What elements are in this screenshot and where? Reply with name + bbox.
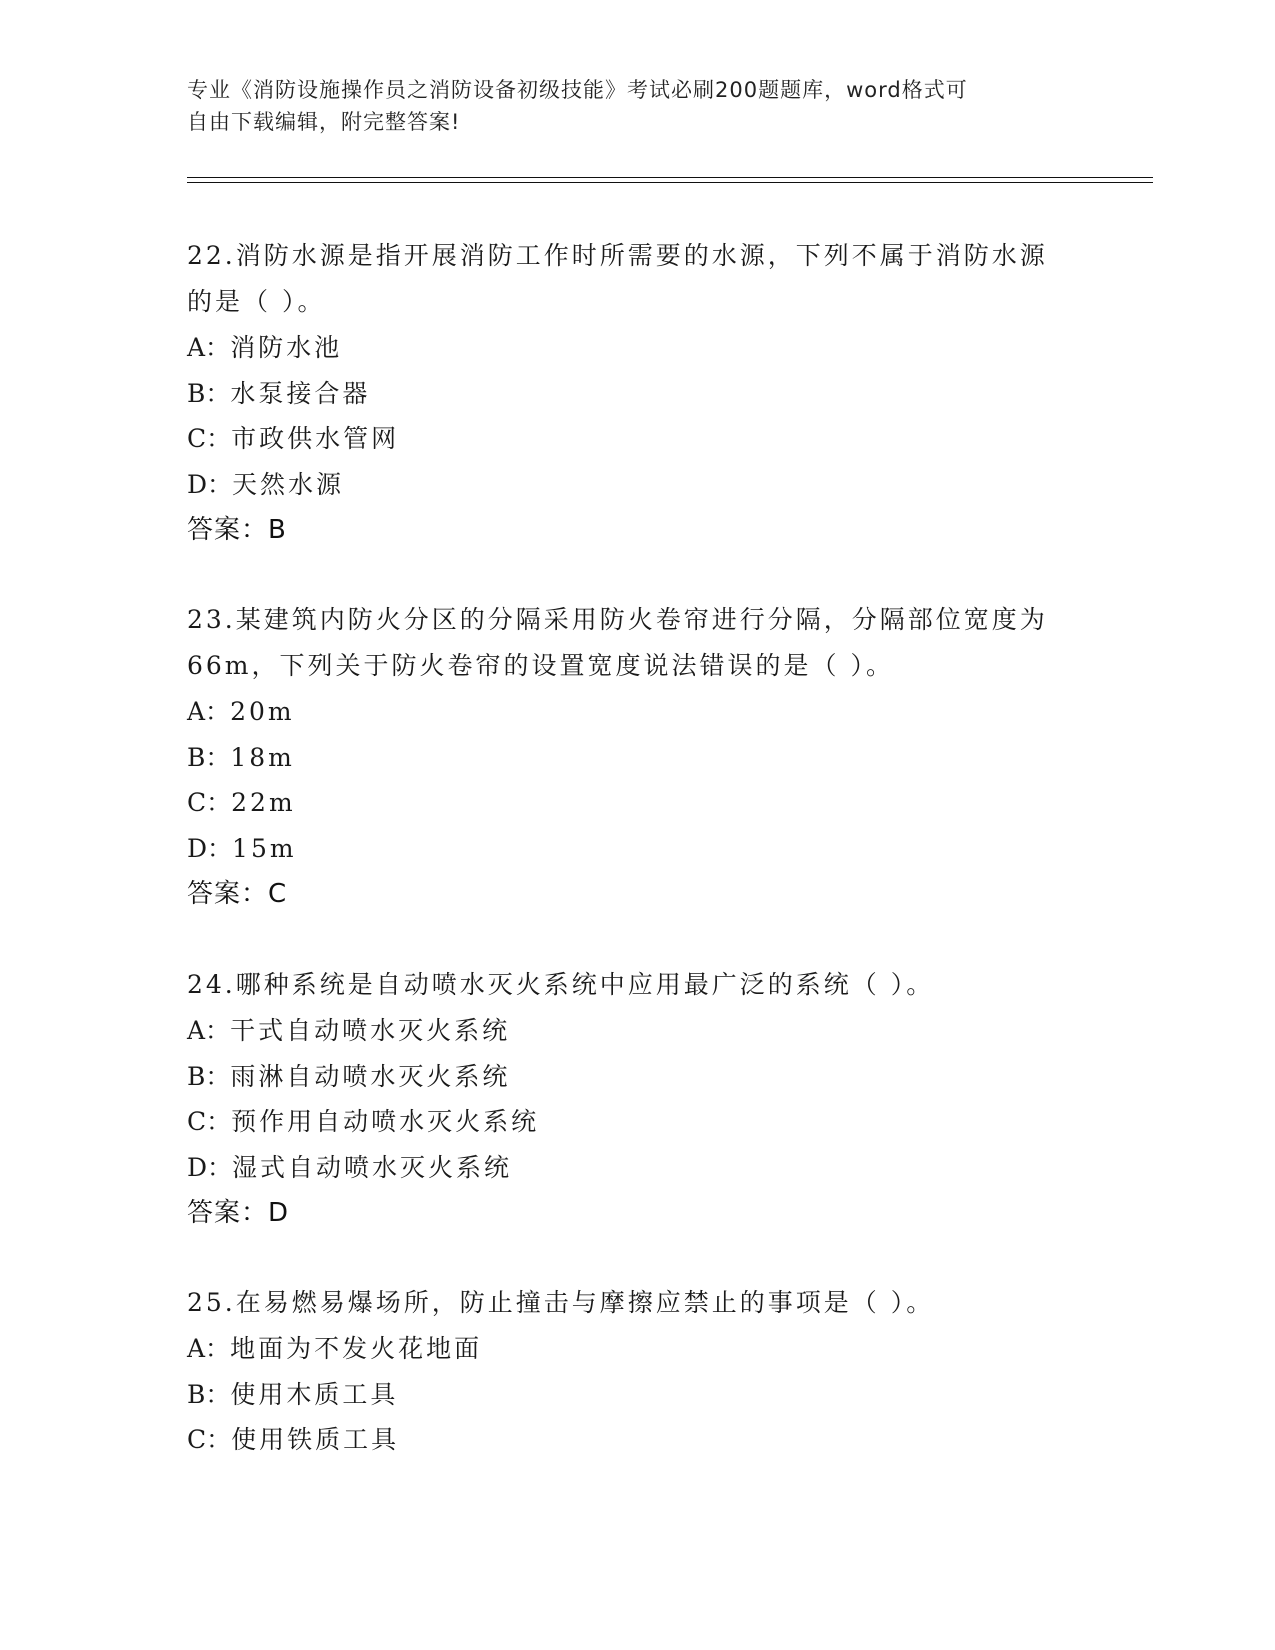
option-d (187, 826, 1087, 872)
option-label: D： (187, 469, 233, 499)
option-text: 使用木质工具 (230, 1379, 399, 1409)
option-a (187, 689, 1087, 735)
option-label: B： (187, 1379, 231, 1409)
answer: 答案：B (187, 515, 287, 545)
option-text: 预作用自动喷水灭火系统 (231, 1107, 540, 1136)
option-label: C： (187, 424, 232, 453)
option-text: 干式自动喷水灭火系统 (230, 1016, 511, 1045)
header-divider-bottom (187, 182, 1153, 183)
option-text: 22m (231, 788, 296, 817)
option-text: 20m (230, 697, 295, 726)
option-text: 15m (232, 833, 297, 863)
header-line-1: 专业《消防设施操作员之消防设备初级技能》考试必刷200题题库，word格式可 (187, 78, 968, 102)
option-label: A： (187, 697, 231, 726)
header-divider-top (187, 177, 1153, 178)
answer: 答案：D (187, 1198, 290, 1228)
option-text: 市政供水管网 (231, 424, 400, 453)
option-text: 使用铁质工具 (231, 1425, 400, 1454)
document-header (187, 74, 1067, 138)
question-stem-line: 23.某建筑内防火分区的分隔采用防火卷帘进行分隔，分隔部位宽度为 (187, 605, 1048, 634)
question-stem (187, 597, 1087, 689)
question-stem (187, 1280, 1087, 1326)
option-label: D： (187, 1152, 233, 1182)
option-text: 18m (230, 742, 295, 772)
option-a (187, 1326, 1087, 1372)
option-c (187, 1099, 1087, 1145)
option-label: C： (187, 1107, 232, 1136)
option-c (187, 1417, 1087, 1463)
question-23 (187, 597, 1087, 917)
option-b (187, 735, 1087, 781)
option-text: 消防水池 (230, 333, 343, 362)
option-a (187, 325, 1087, 371)
option-d (187, 462, 1087, 508)
option-label: A： (187, 1016, 231, 1045)
option-text: 地面为不发火花地面 (230, 1334, 483, 1363)
option-b (187, 1372, 1087, 1418)
option-c (187, 416, 1087, 462)
answer: 答案：C (187, 879, 288, 909)
question-stem-line: 25.在易燃易爆场所，防止撞击与摩擦应禁止的事项是（ ）。 (187, 1288, 935, 1317)
option-label: C： (187, 788, 232, 817)
option-a (187, 1008, 1087, 1054)
option-text: 天然水源 (232, 469, 345, 499)
option-label: A： (187, 1334, 231, 1363)
option-b (187, 1054, 1087, 1100)
question-stem (187, 233, 1087, 325)
question-25 (187, 1280, 1087, 1463)
question-stem-line: 的是（ ）。 (187, 287, 326, 316)
question-24 (187, 962, 1087, 1236)
option-c (187, 780, 1087, 826)
question-stem (187, 962, 1087, 1008)
option-label: B： (187, 1061, 231, 1091)
option-label: A： (187, 333, 231, 362)
header-line-2: 自由下载编辑，附完整答案! (187, 110, 461, 134)
question-stem-line: 24.哪种系统是自动喷水灭火系统中应用最广泛的系统（ ）。 (187, 970, 935, 999)
option-label: B： (187, 378, 231, 408)
option-text: 湿式自动喷水灭火系统 (232, 1152, 513, 1182)
option-label: C： (187, 1425, 232, 1454)
option-label: D： (187, 833, 233, 863)
question-22 (187, 233, 1087, 553)
option-text: 雨淋自动喷水灭火系统 (230, 1061, 511, 1091)
option-label: B： (187, 742, 231, 772)
question-stem-line: 66m，下列关于防火卷帘的设置宽度说法错误的是（ ）。 (187, 651, 894, 680)
question-stem-line: 22.消防水源是指开展消防工作时所需要的水源，下列不属于消防水源 (187, 241, 1048, 270)
option-b (187, 371, 1087, 417)
option-d (187, 1145, 1087, 1191)
option-text: 水泵接合器 (230, 378, 371, 408)
